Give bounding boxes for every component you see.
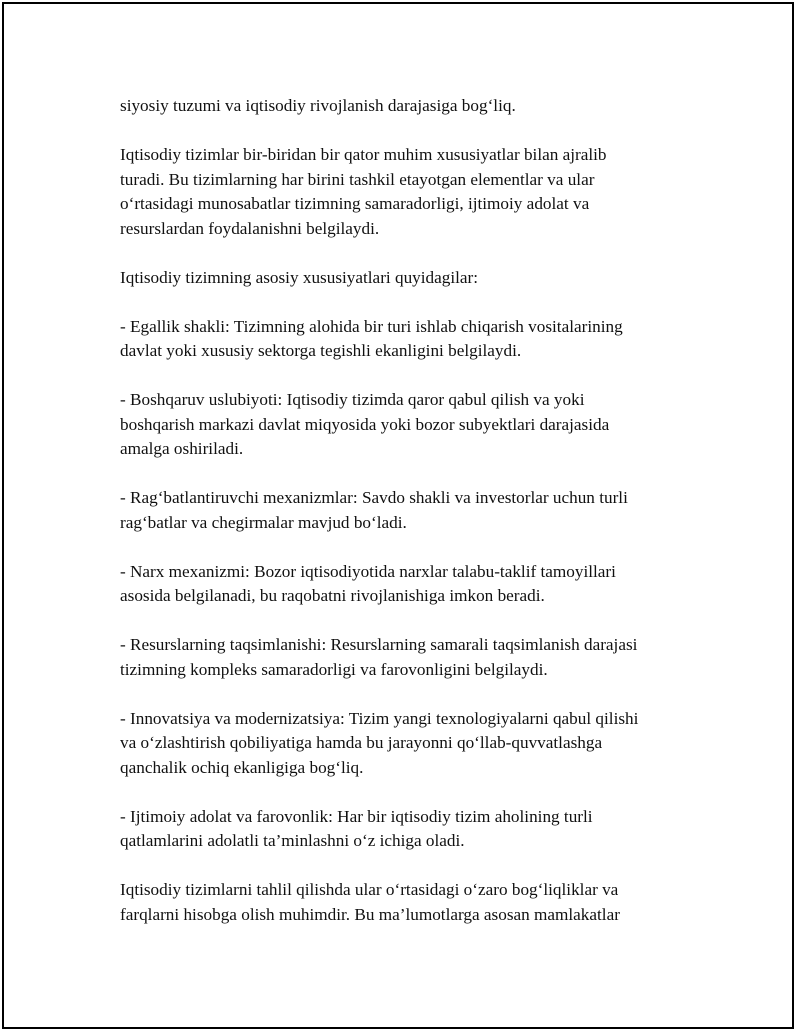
paragraph-intro [120, 143, 690, 241]
text-line: siyosiy tuzumi va iqtisodiy rivojlanish darajasiga bog‘liq. [120, 96, 516, 115]
text-line: rag‘batlar va chegirmalar mavjud bo‘ladi. [120, 512, 407, 532]
list-item-price-mechanism [120, 560, 690, 609]
text-line: amalga oshiriladi. [120, 439, 244, 458]
text-line: va o‘zlashtirish qobiliyatiga hamda bu jarayonni qo‘llab-quvvatlashga [120, 733, 603, 752]
text-line: davlat yoki xususiy sektorga tegishli ekanligini belgilaydi. [120, 341, 522, 360]
text-line: - Narx mexanizmi: Bozor iqtisodiyotida narxlar talabu-taklif tamoyillari [120, 561, 616, 581]
list-item-innovation [120, 707, 690, 781]
text-line: - Resurslarning taqsimlanishi: Resurslarning samarali taqsimlanish darajasi [120, 635, 638, 654]
text-line: resurslardan foydalanishni belgilaydi. [120, 218, 380, 238]
text-line: Iqtisodiy tizimning asosiy xususiyatlari quyidagilar: [120, 267, 479, 287]
list-item-incentives [120, 486, 690, 535]
text-line: qanchalik ochiq ekanligiga bog‘liq. [120, 757, 364, 777]
page-frame [2, 2, 794, 1029]
list-item-social-justice [120, 805, 690, 854]
text-line: Iqtisodiy tizimlar bir-biridan bir qator muhim xususiyatlar bilan ajralib [120, 145, 607, 164]
text-line: turadi. Bu tizimlarning har birini tashkil etayotgan elementlar va ular [120, 169, 595, 189]
text-line: - Egallik shakli: Tizimning alohida bir turi ishlab chiqarish vositalarining [120, 316, 623, 336]
text-line: - Ijtimoiy adolat va farovonlik: Har bir iqtisodiy tizim aholining turli [120, 806, 593, 826]
list-item-management [120, 388, 690, 462]
text-line: o‘rtasidagi munosabatlar tizimning samaradorligi, ijtimoiy adolat va [120, 194, 590, 213]
paragraph-continuation [120, 94, 690, 119]
list-item-ownership [120, 315, 690, 364]
list-item-resource-allocation [120, 633, 690, 682]
text-line: boshqarish markazi davlat miqyosida yoki bozor subyektlari darajasida [120, 414, 610, 434]
paragraph-list-heading [120, 266, 690, 291]
document-body [120, 94, 690, 952]
text-line: qatlamlarini adolatli ta’minlashni o‘z ichiga oladi. [120, 831, 465, 850]
text-line: asosida belgilanadi, bu raqobatni rivojlanishiga imkon beradi. [120, 586, 545, 605]
text-line: - Innovatsiya va modernizatsiya: Tizim yangi texnologiyalarni qabul qilishi [120, 708, 639, 728]
text-line: Iqtisodiy tizimlarni tahlil qilishda ular o‘rtasidagi o‘zaro bog‘liqliklar va [120, 880, 619, 899]
paragraph-conclusion [120, 878, 690, 927]
text-line: tizimning kompleks samaradorligi va farovonligini belgilaydi. [120, 659, 548, 679]
text-line: farqlarni hisobga olish muhimdir. Bu ma’lumotlarga asosan mamlakatlar [120, 904, 620, 924]
text-line: - Rag‘batlantiruvchi mexanizmlar: Savdo shakli va investorlar uchun turli [120, 488, 628, 507]
text-line: - Boshqaruv uslubiyoti: Iqtisodiy tizimda qaror qabul qilish va yoki [120, 390, 585, 409]
